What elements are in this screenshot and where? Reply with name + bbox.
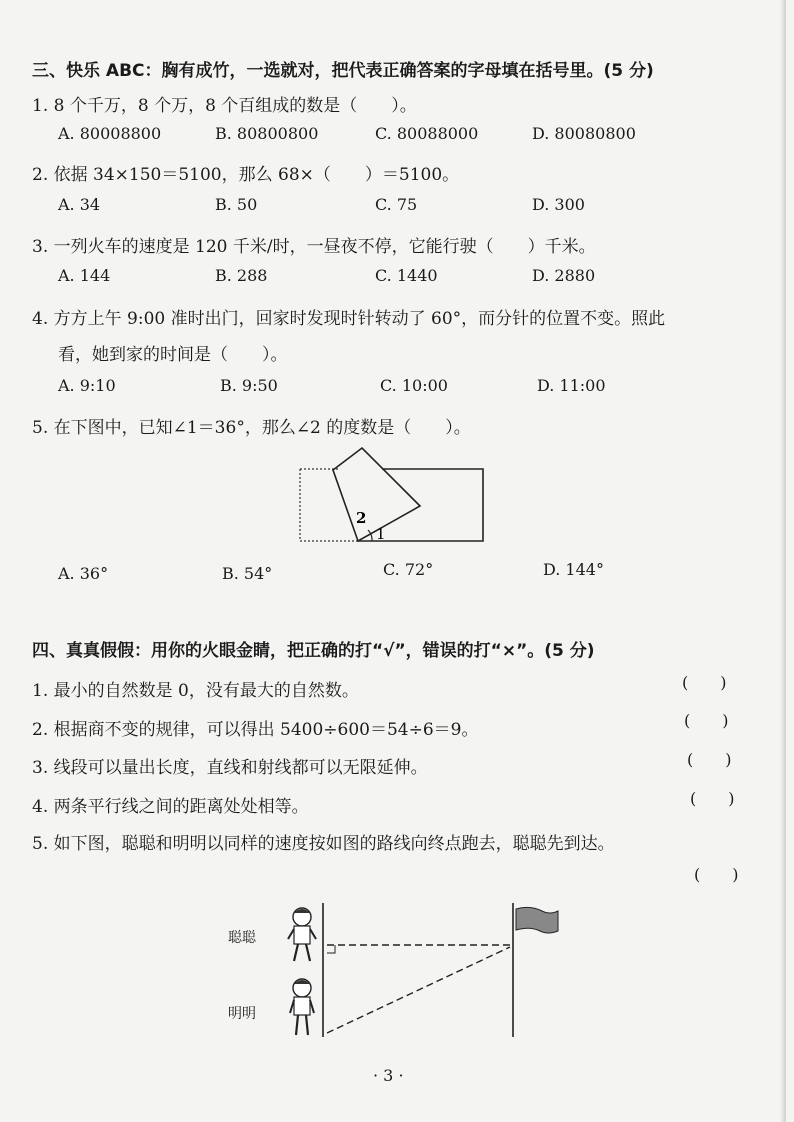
question-3-stem: 3. 一列火车的速度是 120 千米/时，一昼夜不停，它能行驶（ ）千米。 <box>32 237 596 257</box>
q3-option-a: A. 144 <box>58 266 111 285</box>
q2-option-a: A. 34 <box>58 195 101 214</box>
statement-3: 3. 线段可以量出长度，直线和射线都可以无限延伸。 <box>32 758 428 778</box>
q3-option-c: C. 1440 <box>375 266 438 285</box>
q2-option-c: C. 75 <box>375 195 418 214</box>
question-4-stem-continued: 看，她到家的时间是（ ）。 <box>58 345 288 365</box>
answer-paren-2[interactable]: ( ) <box>684 711 729 730</box>
section4-title: 四、真真假假：用你的火眼金睛，把正确的打“√”，错误的打“×”。(5 分) <box>32 641 595 661</box>
section3-title: 三、快乐 ABC：胸有成竹，一选就对，把代表正确答案的字母填在括号里。(5 分) <box>32 61 654 81</box>
name-congcong: 聪聪 <box>228 930 256 946</box>
q4-option-a: A. 9:10 <box>58 376 116 395</box>
page-number: · 3 · <box>373 1066 404 1085</box>
statement-4: 4. 两条平行线之间的距离处处相等。 <box>32 797 309 817</box>
q3-option-d: D. 2880 <box>532 266 596 285</box>
q4-option-b: B. 9:50 <box>220 376 278 395</box>
question-2-stem: 2. 依据 34×150＝5100，那么 68×（ ）＝5100。 <box>32 165 460 185</box>
q1-option-a: A. 80008800 <box>58 124 162 143</box>
answer-paren-4[interactable]: ( ) <box>690 789 735 808</box>
original-rectangle-dotted <box>300 469 358 541</box>
q3-option-b: B. 288 <box>215 266 268 285</box>
race-figure <box>280 895 580 1045</box>
q1-option-b: B. 80800800 <box>215 124 319 143</box>
q2-option-d: D. 300 <box>532 195 585 214</box>
answer-paren-3[interactable]: ( ) <box>687 750 732 769</box>
q5-option-d: D. 144° <box>543 560 604 579</box>
q5-option-a: A. 36° <box>58 564 109 583</box>
mingming-figure-icon <box>290 979 314 1035</box>
flag-icon <box>516 907 558 933</box>
statement-1: 1. 最小的自然数是 0，没有最大的自然数。 <box>32 681 359 701</box>
angle-2-label: 2 <box>356 509 367 527</box>
question-4-stem: 4. 方方上午 9:00 准时出门，回家时发现时针转动了 60°，而分针的位置不变。照此 <box>32 309 666 329</box>
congcong-figure-icon <box>288 908 316 961</box>
answer-paren-5[interactable]: ( ) <box>694 865 739 884</box>
q2-option-b: B. 50 <box>215 195 258 214</box>
angle-1-label: 1 <box>376 525 386 543</box>
page-edge-shadow <box>780 0 786 1122</box>
folded-rectangle-figure <box>290 440 500 550</box>
q1-option-c: C. 80088000 <box>375 124 479 143</box>
statement-5: 5. 如下图，聪聪和明明以同样的速度按如图的路线向终点跑去，聪聪先到达。 <box>32 834 615 854</box>
question-5-stem: 5. 在下图中，已知∠1＝36°，那么∠2 的度数是（ ）。 <box>32 418 471 438</box>
q5-option-b: B. 54° <box>222 564 273 583</box>
name-mingming: 明明 <box>228 1006 256 1022</box>
q4-option-d: D. 11:00 <box>537 376 606 395</box>
q5-option-c: C. 72° <box>383 560 434 579</box>
mingming-path <box>327 947 510 1033</box>
q1-option-d: D. 80080800 <box>532 124 636 143</box>
question-1-stem: 1. 8 个千万，8 个万，8 个百组成的数是（ ）。 <box>32 96 417 116</box>
answer-paren-1[interactable]: ( ) <box>682 673 727 692</box>
q4-option-c: C. 10:00 <box>380 376 448 395</box>
statement-2: 2. 根据商不变的规律，可以得出 5400÷600＝54÷6＝9。 <box>32 720 479 740</box>
